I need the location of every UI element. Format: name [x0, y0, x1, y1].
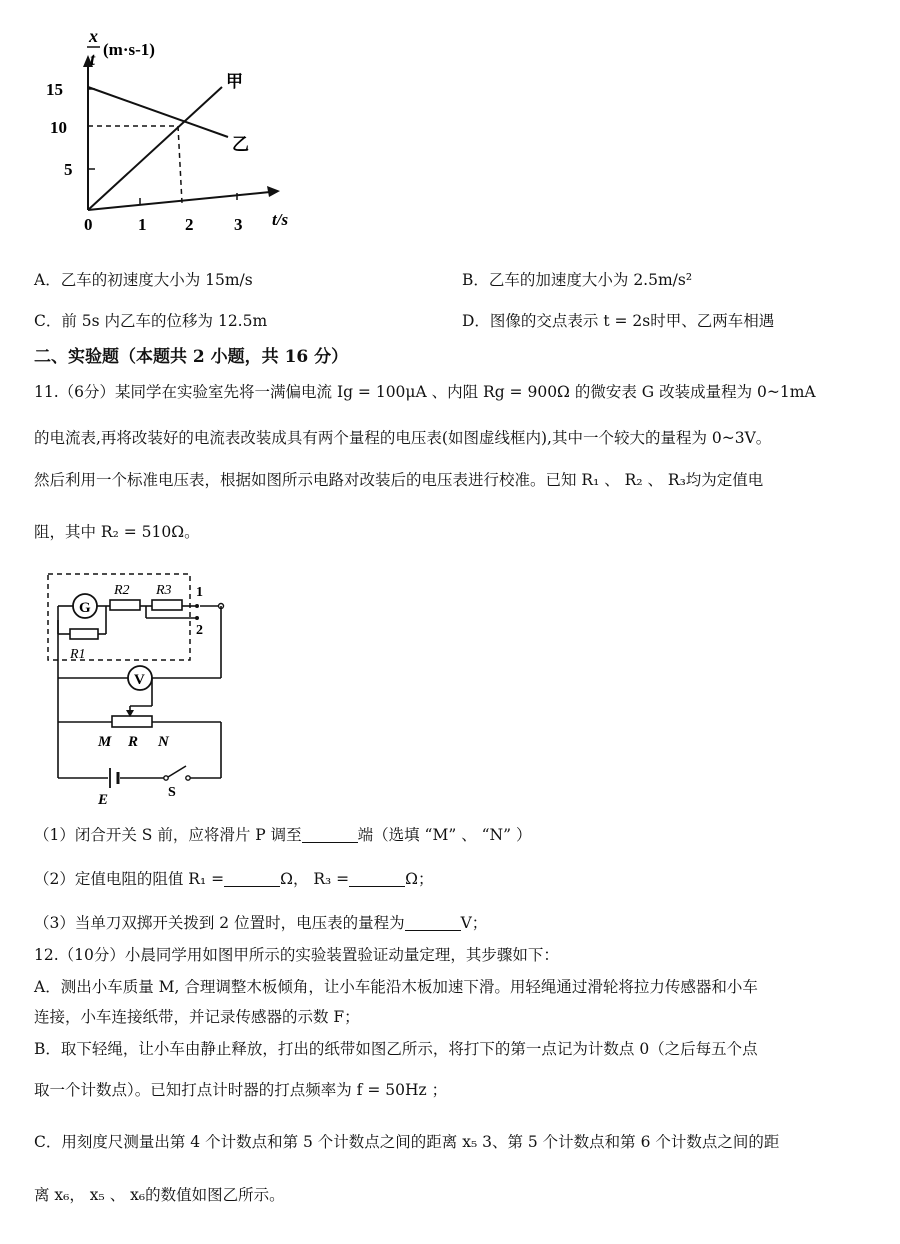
x-tick-2: 2: [185, 215, 194, 234]
y-tick-10: 10: [50, 118, 67, 137]
q11-part-1-post: 端（选填 “M” 、 “N” ）: [357, 826, 532, 844]
switch-position-2: 2: [196, 623, 203, 638]
q11-part-2: [34, 867, 434, 889]
galvanometer-label: G: [79, 600, 91, 616]
r2-label: R2: [114, 583, 130, 598]
switch-position-1: 1: [196, 585, 203, 600]
q11-line-2: 的电流表,再将改装好的电流表改装成具有两个量程的电压表(如图虚线框内),其中一个较大的量程为 0~3V。: [34, 429, 772, 447]
q11-part-2-mid: Ω， R₃ =: [280, 870, 350, 888]
x-tick-0: 0: [84, 215, 93, 234]
option-a: A．乙车的初速度大小为 15m/s: [34, 271, 253, 289]
q12-line-3: 连接，小车连接纸带，并记录传感器的示数 F；: [34, 1008, 360, 1026]
y-axis-label-den: t: [90, 49, 96, 69]
x-tick-3: 3: [234, 215, 243, 234]
rheostat-n-label: N: [158, 734, 169, 750]
y-axis-unit: (m·s-1): [103, 40, 155, 59]
switch-s-label: S: [168, 785, 176, 800]
q11-part-1: [34, 823, 531, 845]
q11-part-2-pre: （2）定值电阻的阻值 R₁ =: [34, 870, 225, 888]
section-heading: 二、实验题（本题共 2 小题，共 16 分）: [34, 347, 349, 367]
answer-blank[interactable]: [405, 915, 461, 932]
q11-part-3-pre: （3）当单刀双掷开关拨到 2 位置时，电压表的量程为: [34, 914, 405, 932]
q12-line-4: B．取下轻绳，让小车由静止释放，打出的纸带如图乙所示，将打下的第一点记为计数点 0（之后每五个点: [34, 1040, 758, 1058]
option-b: B．乙车的加速度大小为 2.5m/s²: [462, 271, 693, 289]
q11-line-3: 然后利用一个标准电压表，根据如图所示电路对改装后的电压表进行校准。已知 R₁ 、 R₂ 、 R₃均为定值电: [34, 471, 764, 489]
y-tick-5: 5: [64, 160, 73, 179]
q11-part-2-post: Ω；: [405, 870, 434, 888]
q12-line-5: 取一个计数点）。已知打点计时器的打点频率为 f = 50Hz ；: [34, 1081, 448, 1099]
y-tick-15: 15: [46, 80, 63, 99]
rheostat-r-label: R: [128, 734, 139, 750]
q11-part-3: [34, 911, 487, 933]
x-axis-label: t/s: [272, 210, 289, 229]
q11-part-1-pre: （1）闭合开关 S 前，应将滑片 P 调至: [34, 826, 302, 844]
y-axis-label-num: x: [89, 26, 98, 46]
r3-label: R3: [156, 583, 172, 598]
line-yi-label: 乙: [232, 135, 249, 154]
q12-line-7: 离 x₆， x₅ 、 x₆的数值如图乙所示。: [34, 1186, 285, 1204]
answer-blank[interactable]: [302, 827, 358, 844]
voltmeter-label: V: [134, 672, 145, 688]
r1-label: R1: [70, 647, 86, 662]
option-d: D．图像的交点表示 t = 2s时甲、乙两车相遇: [462, 312, 775, 330]
answer-blank[interactable]: [349, 871, 405, 888]
q11-part-3-post: V；: [460, 914, 488, 932]
velocity-time-graph: [40, 25, 310, 240]
rheostat-m-label: M: [98, 734, 112, 750]
q11-line-1: 11.（6分）某同学在实验室先将一满偏电流 Ig = 100μA 、内阻 Rg = 900Ω 的微安表 G 改装成量程为 0~1mA: [34, 383, 816, 401]
q11-line-4: 阻，其中 R₂ = 510Ω。: [34, 523, 200, 541]
battery-label: E: [98, 792, 109, 808]
line-jia-label: 甲: [226, 72, 243, 91]
circuit-diagram: [40, 566, 240, 814]
q12-line-6: C．用刻度尺测量出第 4 个计数点和第 5 个计数点之间的距离 x₅ 3、第 5 个计数点和第 6 个计数点之间的距: [34, 1133, 780, 1151]
answer-blank[interactable]: [224, 871, 280, 888]
x-tick-1: 1: [138, 215, 147, 234]
option-c: C．前 5s 内乙车的位移为 12.5m: [34, 312, 268, 330]
q12-line-2: A．测出小车质量 M, 合理调整木板倾角，让小车能沿木板加速下滑。用轻绳通过滑轮将拉力传感器和小车: [34, 978, 758, 996]
q12-line-1: 12.（10分）小晨同学用如图甲所示的实验装置验证动量定理，其步骤如下：: [34, 946, 559, 964]
